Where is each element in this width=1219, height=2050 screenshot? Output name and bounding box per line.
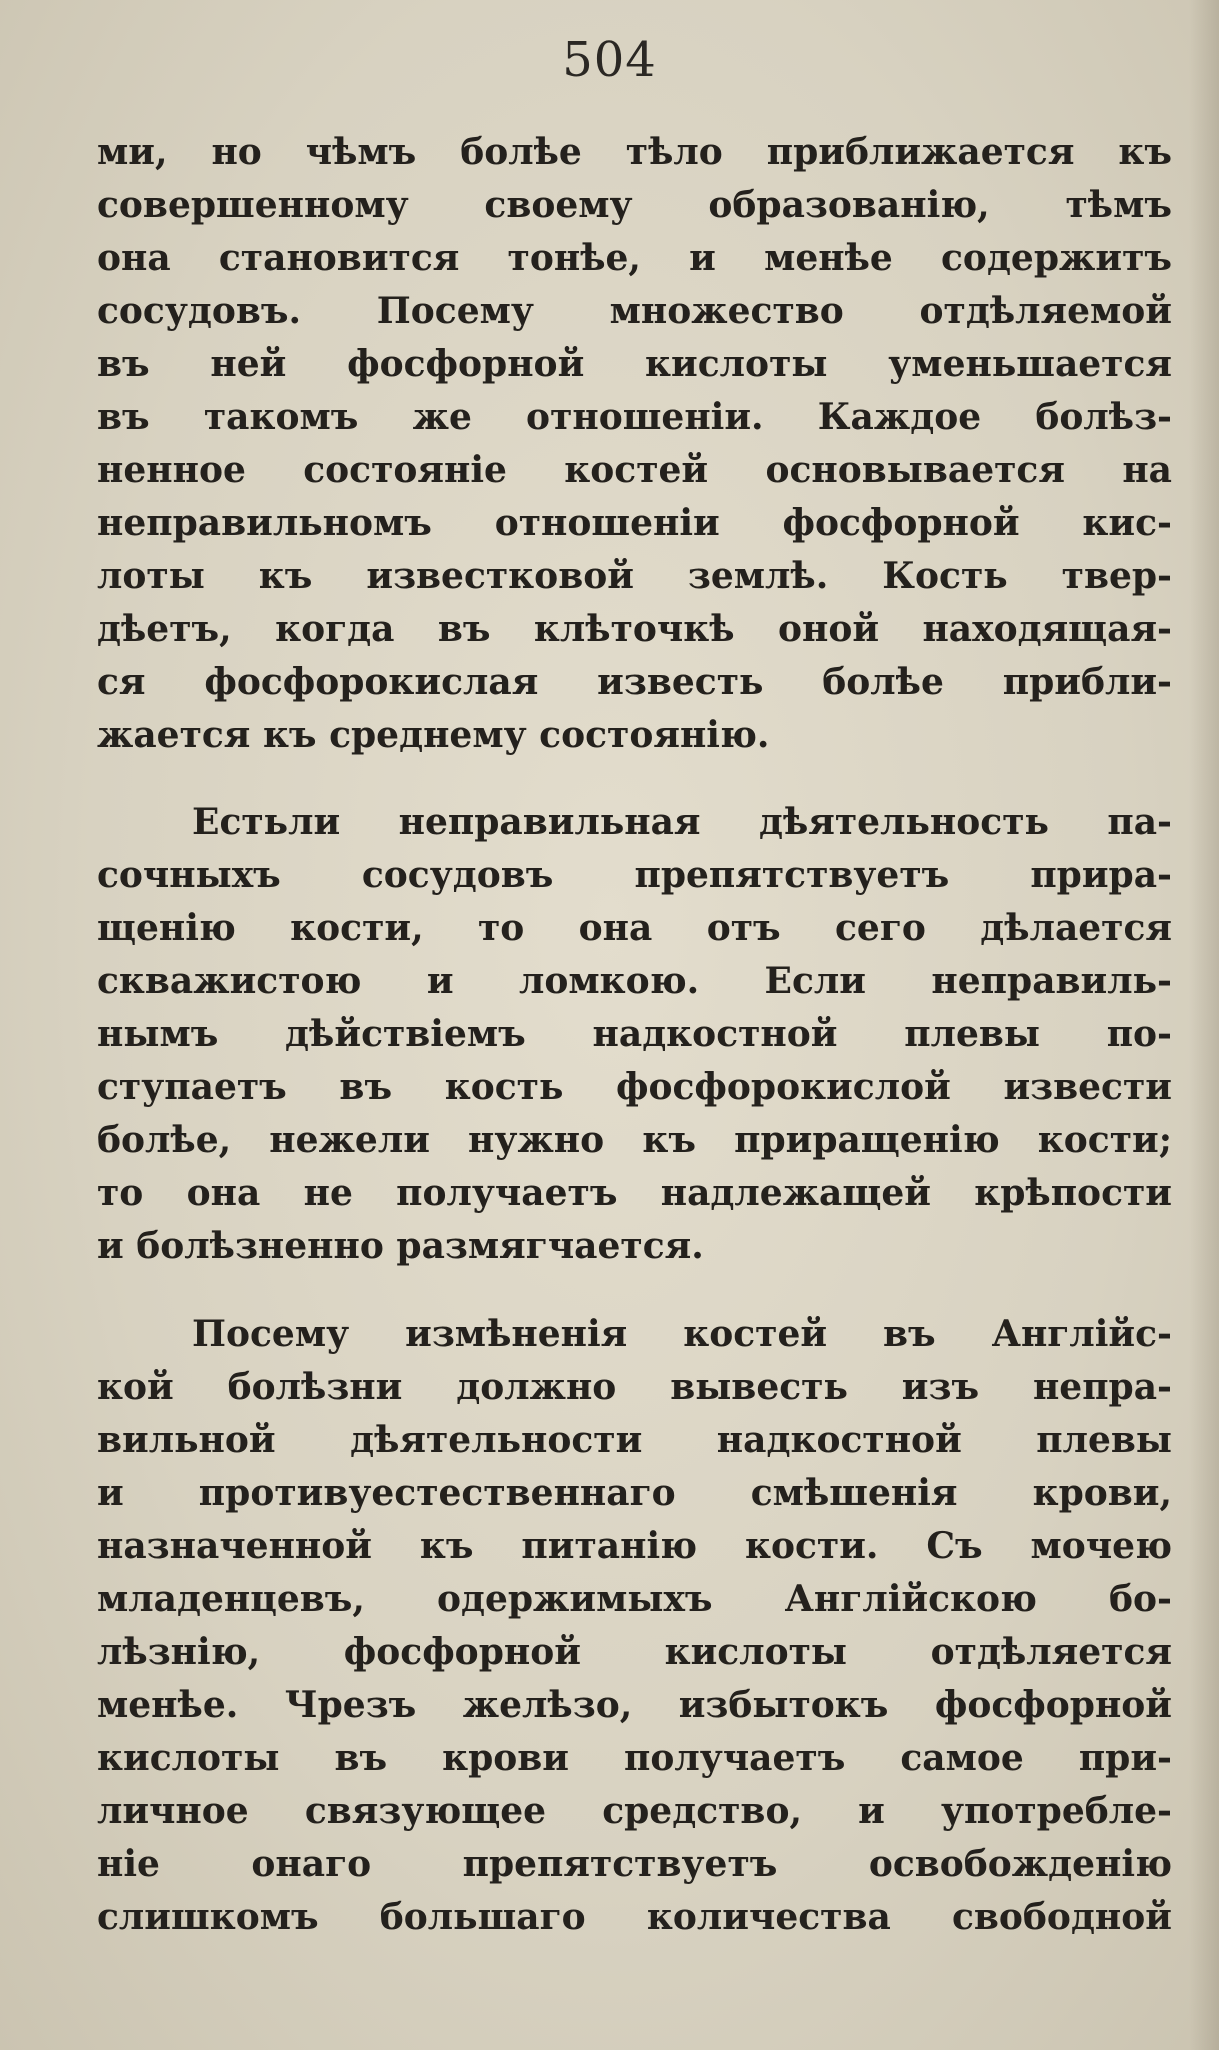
text-line: щенію кости, то она отъ сего дѣлается <box>97 907 1172 949</box>
text-line: и противуестественнаго смѣшенія крови, <box>97 1472 1172 1514</box>
paragraph-2 <box>97 796 1172 1273</box>
text-line: дѣетъ, когда въ клѣточкѣ оной находящая- <box>97 608 1172 650</box>
text-line: ненное состояніе костей основывается на <box>97 449 1172 491</box>
text-line: ніе онаго препятствуетъ освобожденію <box>97 1843 1172 1885</box>
text-line: болѣе, нежели нужно къ приращенію кости; <box>97 1119 1172 1161</box>
text-line: менѣе. Чрезъ желѣзо, избытокъ фосфорной <box>97 1684 1172 1726</box>
text-line: въ такомъ же отношеніи. Каждое болѣз- <box>97 396 1172 438</box>
text-line: ступаетъ въ кость фосфорокислой извести <box>97 1066 1172 1108</box>
text-line: она становится тонѣе, и менѣе содержитъ <box>97 237 1172 279</box>
text-line: сочныхъ сосудовъ препятствуетъ прира- <box>97 854 1172 896</box>
text-line: слишкомъ большаго количества свободной <box>97 1896 1172 1938</box>
text-line: лѣзнію, фосфорной кислоты отдѣляется <box>97 1631 1172 1673</box>
text-line: лоты къ известковой землѣ. Кость твер- <box>97 555 1172 597</box>
text-line: и болѣзненно размягчается. <box>97 1225 704 1267</box>
text-line: личное связующее средство, и употребле- <box>97 1790 1172 1832</box>
text-line: кой болѣзни должно вывесть изъ непра- <box>97 1366 1172 1408</box>
text-line: нымъ дѣйствіемъ надкостной плевы по- <box>97 1013 1172 1055</box>
text-line: то она не получаетъ надлежащей крѣпости <box>97 1172 1172 1214</box>
text-line: кислоты въ крови получаетъ самое при- <box>97 1737 1172 1779</box>
text-line: Посему измѣненія костей въ Англійс- <box>192 1313 1172 1355</box>
paragraph-3 <box>97 1308 1172 1944</box>
paragraph-1 <box>97 126 1172 762</box>
text-line: Естьли неправильная дѣятельность па- <box>192 801 1172 843</box>
text-line: ся фосфорокислая известь болѣе прибли- <box>97 661 1172 703</box>
text-line: совершенному своему образованію, тѣмъ <box>97 184 1172 226</box>
text-line: жается къ среднему состоянію. <box>97 714 770 756</box>
text-line: младенцевъ, одержимыхъ Англійскою бо- <box>97 1578 1172 1620</box>
text-line: ми, но чѣмъ болѣе тѣло приближается къ <box>97 131 1172 173</box>
text-line: скважистою и ломкою. Если неправиль- <box>97 960 1172 1002</box>
text-line: назначенной къ питанію кости. Съ мочею <box>97 1525 1172 1567</box>
text-line: неправильномъ отношеніи фосфорной кис- <box>97 502 1172 544</box>
text-line: сосудовъ. Посему множество отдѣляемой <box>97 290 1172 332</box>
text-line: вильной дѣятельности надкостной плевы <box>97 1419 1172 1461</box>
page-number: 504 <box>562 32 657 88</box>
page-edge-shadow <box>1189 0 1219 2050</box>
text-line: въ ней фосфорной кислоты уменьшается <box>97 343 1172 385</box>
